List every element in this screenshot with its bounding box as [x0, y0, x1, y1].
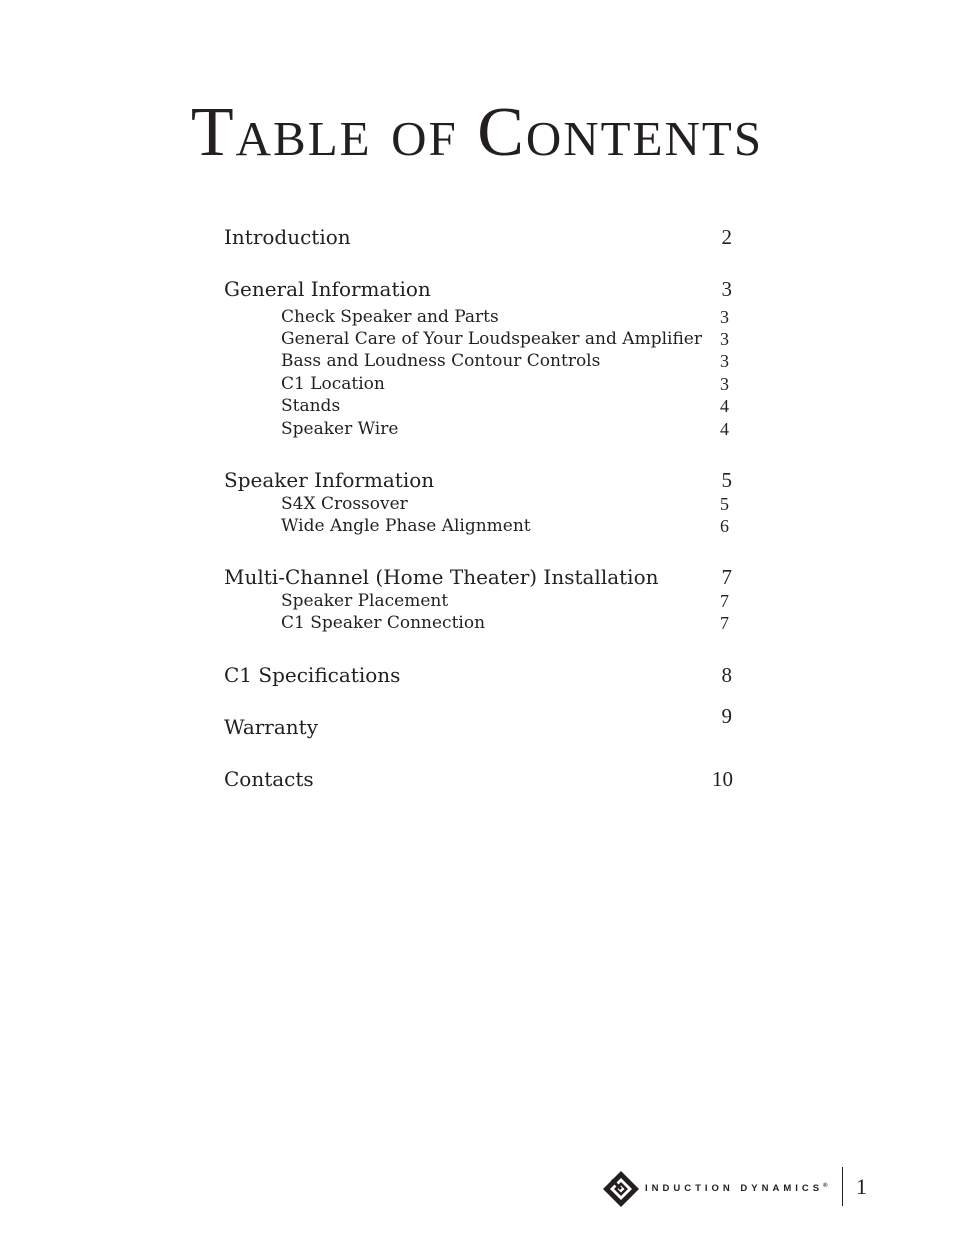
toc-subentry-page: 7	[720, 613, 729, 633]
toc-subentry-label: S4X Crossover	[281, 494, 408, 514]
toc-subentry-page: 5	[720, 494, 729, 514]
toc-entry-label: Contacts	[224, 767, 314, 791]
trademark-symbol: ®	[823, 1183, 828, 1189]
page-number: 1	[856, 1174, 867, 1199]
toc-entry-label: C1 Specifications	[224, 663, 401, 687]
toc-subentry-page: 7	[720, 591, 729, 611]
toc-subentry-label: Check Speaker and Parts	[281, 307, 499, 327]
toc-subentry-label: C1 Speaker Connection	[281, 613, 486, 633]
induction-dynamics-logo-icon	[602, 1170, 640, 1208]
brand-name: INDUCTION DYNAMICS®	[645, 1183, 828, 1195]
footer-divider	[842, 1167, 843, 1206]
toc-entry-page: 9	[721, 704, 732, 728]
toc-subentry-page: 3	[720, 307, 729, 327]
toc-subentry-page: 3	[720, 374, 729, 394]
toc-entry-page: 5	[721, 468, 732, 492]
toc-entry-label: Introduction	[224, 225, 351, 249]
toc-entry-page: 2	[721, 225, 732, 249]
toc-entry-page: 10	[712, 767, 733, 791]
toc-subentry-label: Speaker Wire	[281, 419, 399, 439]
toc-subentry-label: Stands	[281, 396, 341, 416]
toc-subentry-label: General Care of Your Loudspeaker and Amplifier	[281, 329, 702, 349]
toc-subentry-page: 3	[720, 329, 729, 349]
toc-subentry-label: Wide Angle Phase Alignment	[281, 516, 531, 536]
toc-entry-label: General Information	[224, 277, 431, 301]
page-title: Table of Contents	[190, 94, 764, 171]
toc-subentry-page: 3	[720, 351, 729, 371]
toc-entry-label: Multi-Channel (Home Theater) Installation	[224, 565, 659, 589]
toc-entry-page: 8	[721, 663, 732, 687]
toc-subentry-page: 4	[720, 419, 729, 439]
toc-entry-label: Speaker Information	[224, 468, 435, 492]
toc-entry-page: 7	[721, 565, 732, 589]
toc-subentry-label: C1 Location	[281, 374, 385, 394]
brand-logo	[602, 1170, 827, 1208]
toc-subentry-label: Bass and Loudness Contour Controls	[281, 351, 601, 371]
toc-subentry-page: 4	[720, 396, 729, 416]
toc-entry-page: 3	[721, 277, 732, 301]
toc-subentry-page: 6	[720, 516, 729, 536]
toc-entry-label: Warranty	[224, 715, 319, 739]
toc-subentry-label: Speaker Placement	[281, 591, 449, 611]
